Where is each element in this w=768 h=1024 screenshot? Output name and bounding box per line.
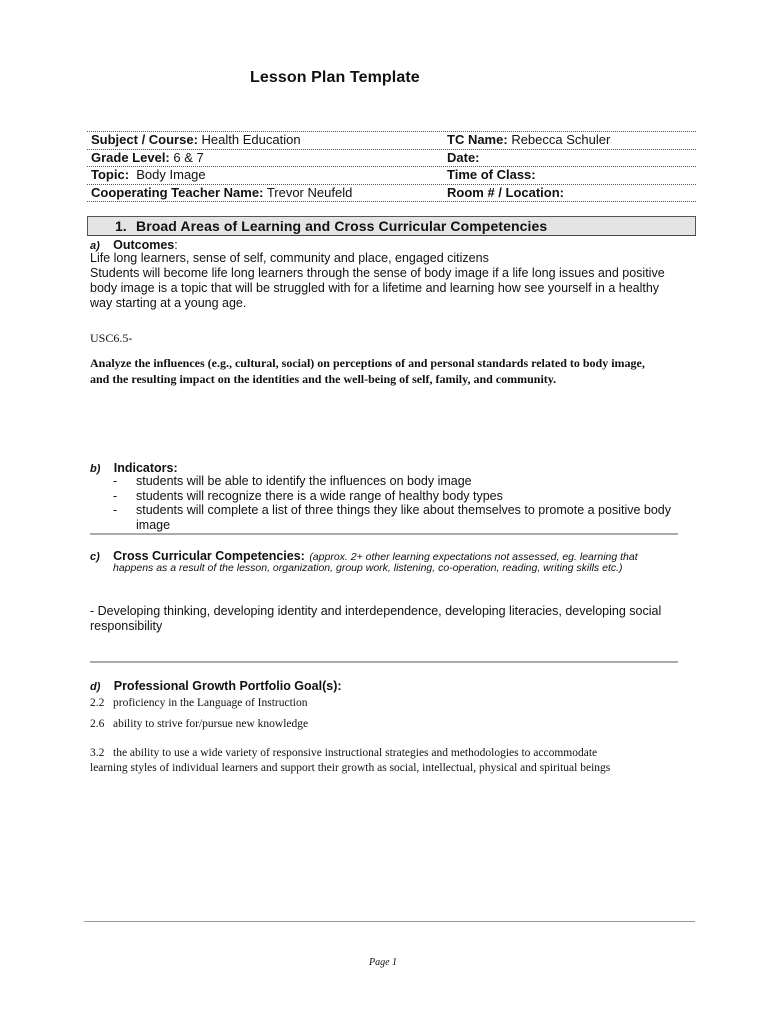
info-table [87,131,696,202]
indicator-text: students will recognize there is a wide range of healthy body types [136,488,503,503]
outcomes-line-3: body image is a topic that will be struggled with for a lifetime and learning how see yourself in a healthy [90,281,660,295]
portfolio-heading [90,677,342,695]
list-item [113,489,703,504]
indicator-text: image [136,517,171,532]
goal-number: 2.6 [90,718,105,730]
document-title: Lesson Plan Template [250,69,420,86]
info-row-subject [87,132,696,150]
list-item [113,474,703,489]
topic-value: Body Image [136,167,206,182]
bullet-dash: - [113,474,118,488]
portfolio-goal-3-continuation: learning styles of individual learners and support their growth as social, intellectual, physical and spiritual beings [90,762,611,774]
date-label: Date: [447,149,480,165]
subject-label: Subject / Course: [91,132,198,147]
goal-text: proficiency in the Language of Instruction [113,697,308,709]
outcomes-label: Outcomes [113,238,175,252]
goal-text: the ability to use a wide variety of responsive instructional strategies and methodologies to accommodate [113,747,598,759]
info-row-grade [87,150,696,168]
goal-number: 3.2 [90,747,105,759]
section-1-title: Broad Areas of Learning and Cross Curricular Competencies [136,218,548,234]
indicators-label: Indicators: [113,461,178,475]
indicator-text: students will be able to identify the influences on body image [136,474,472,488]
footer-divider [84,921,695,922]
indicators-list [113,474,703,532]
portfolio-goal-1 [90,697,307,709]
cooperating-teacher-value: Trevor Neufeld [266,184,353,200]
portfolio-label: Professional Growth Portfolio Goal(s): [113,679,342,693]
indicator-text: students will complete a list of three things they like about themselves to promote a positive body [136,503,672,517]
subject-value: Health Education [201,132,301,147]
list-item-continuation [113,518,703,533]
outcomes-line-2: Students will become life long learners through the sense of body image if a life long issues and positive [90,266,665,280]
divider [90,661,678,663]
outcomes-line-4: way starting at a young age. [90,296,247,310]
divider [90,533,678,535]
indicators-letter: b) [90,463,101,475]
outcome-statement-line-1: Analyze the influences (e.g., cultural, social) on perceptions of and personal standards related to body image, [90,356,645,370]
bullet-dash: - [113,488,118,503]
tc-name-value: Rebecca Schuler [511,132,611,147]
competencies-letter: c) [90,551,100,563]
tc-name-label: TC Name: [447,132,508,147]
competencies-body-line-2: responsibility [90,619,163,633]
room-location-label: Room # / Location: [447,184,564,200]
competencies-label: Cross Curricular Competencies: [113,549,305,563]
goal-text: ability to strive for/pursue new knowledge [113,718,309,730]
outcomes-colon: : [174,238,178,252]
outcome-statement-line-2: and the resulting impact on the identities and the well-being of self, family, and community. [90,372,557,386]
goal-number: 2.2 [90,697,105,709]
cooperating-teacher-label: Cooperating Teacher Name: [91,184,264,200]
portfolio-goal-2 [90,718,308,730]
info-row-topic [87,167,696,185]
outcomes-line-1: Life long learners, sense of self, community and place, engaged citizens [90,251,489,265]
bullet-dash: - [113,503,118,517]
outcome-code: USC6.5- [90,331,133,345]
portfolio-letter: d) [90,681,101,693]
portfolio-goal-3 [90,747,597,759]
time-of-class-label: Time of Class: [447,167,536,182]
outcomes-letter: a) [90,240,100,252]
grade-label: Grade Level: [91,149,170,165]
competencies-body-line-1: - Developing thinking, developing identity and interdependence, developing literacies, developing social [90,604,662,618]
competencies-note-1: (approx. 2+ other learning expectations not assessed, eg. learning that [309,551,638,563]
competencies-note-2: happens as a result of the lesson, organization, group work, listening, co-operation, reading, writing skills etc.) [113,562,623,574]
section-1-heading [87,216,696,236]
page-number: Page 1 [369,957,398,968]
topic-label: Topic: [91,167,130,182]
info-row-coop [87,185,696,203]
list-item [113,503,703,518]
section-1-number: 1. [115,218,127,234]
grade-value: 6 & 7 [173,149,204,165]
